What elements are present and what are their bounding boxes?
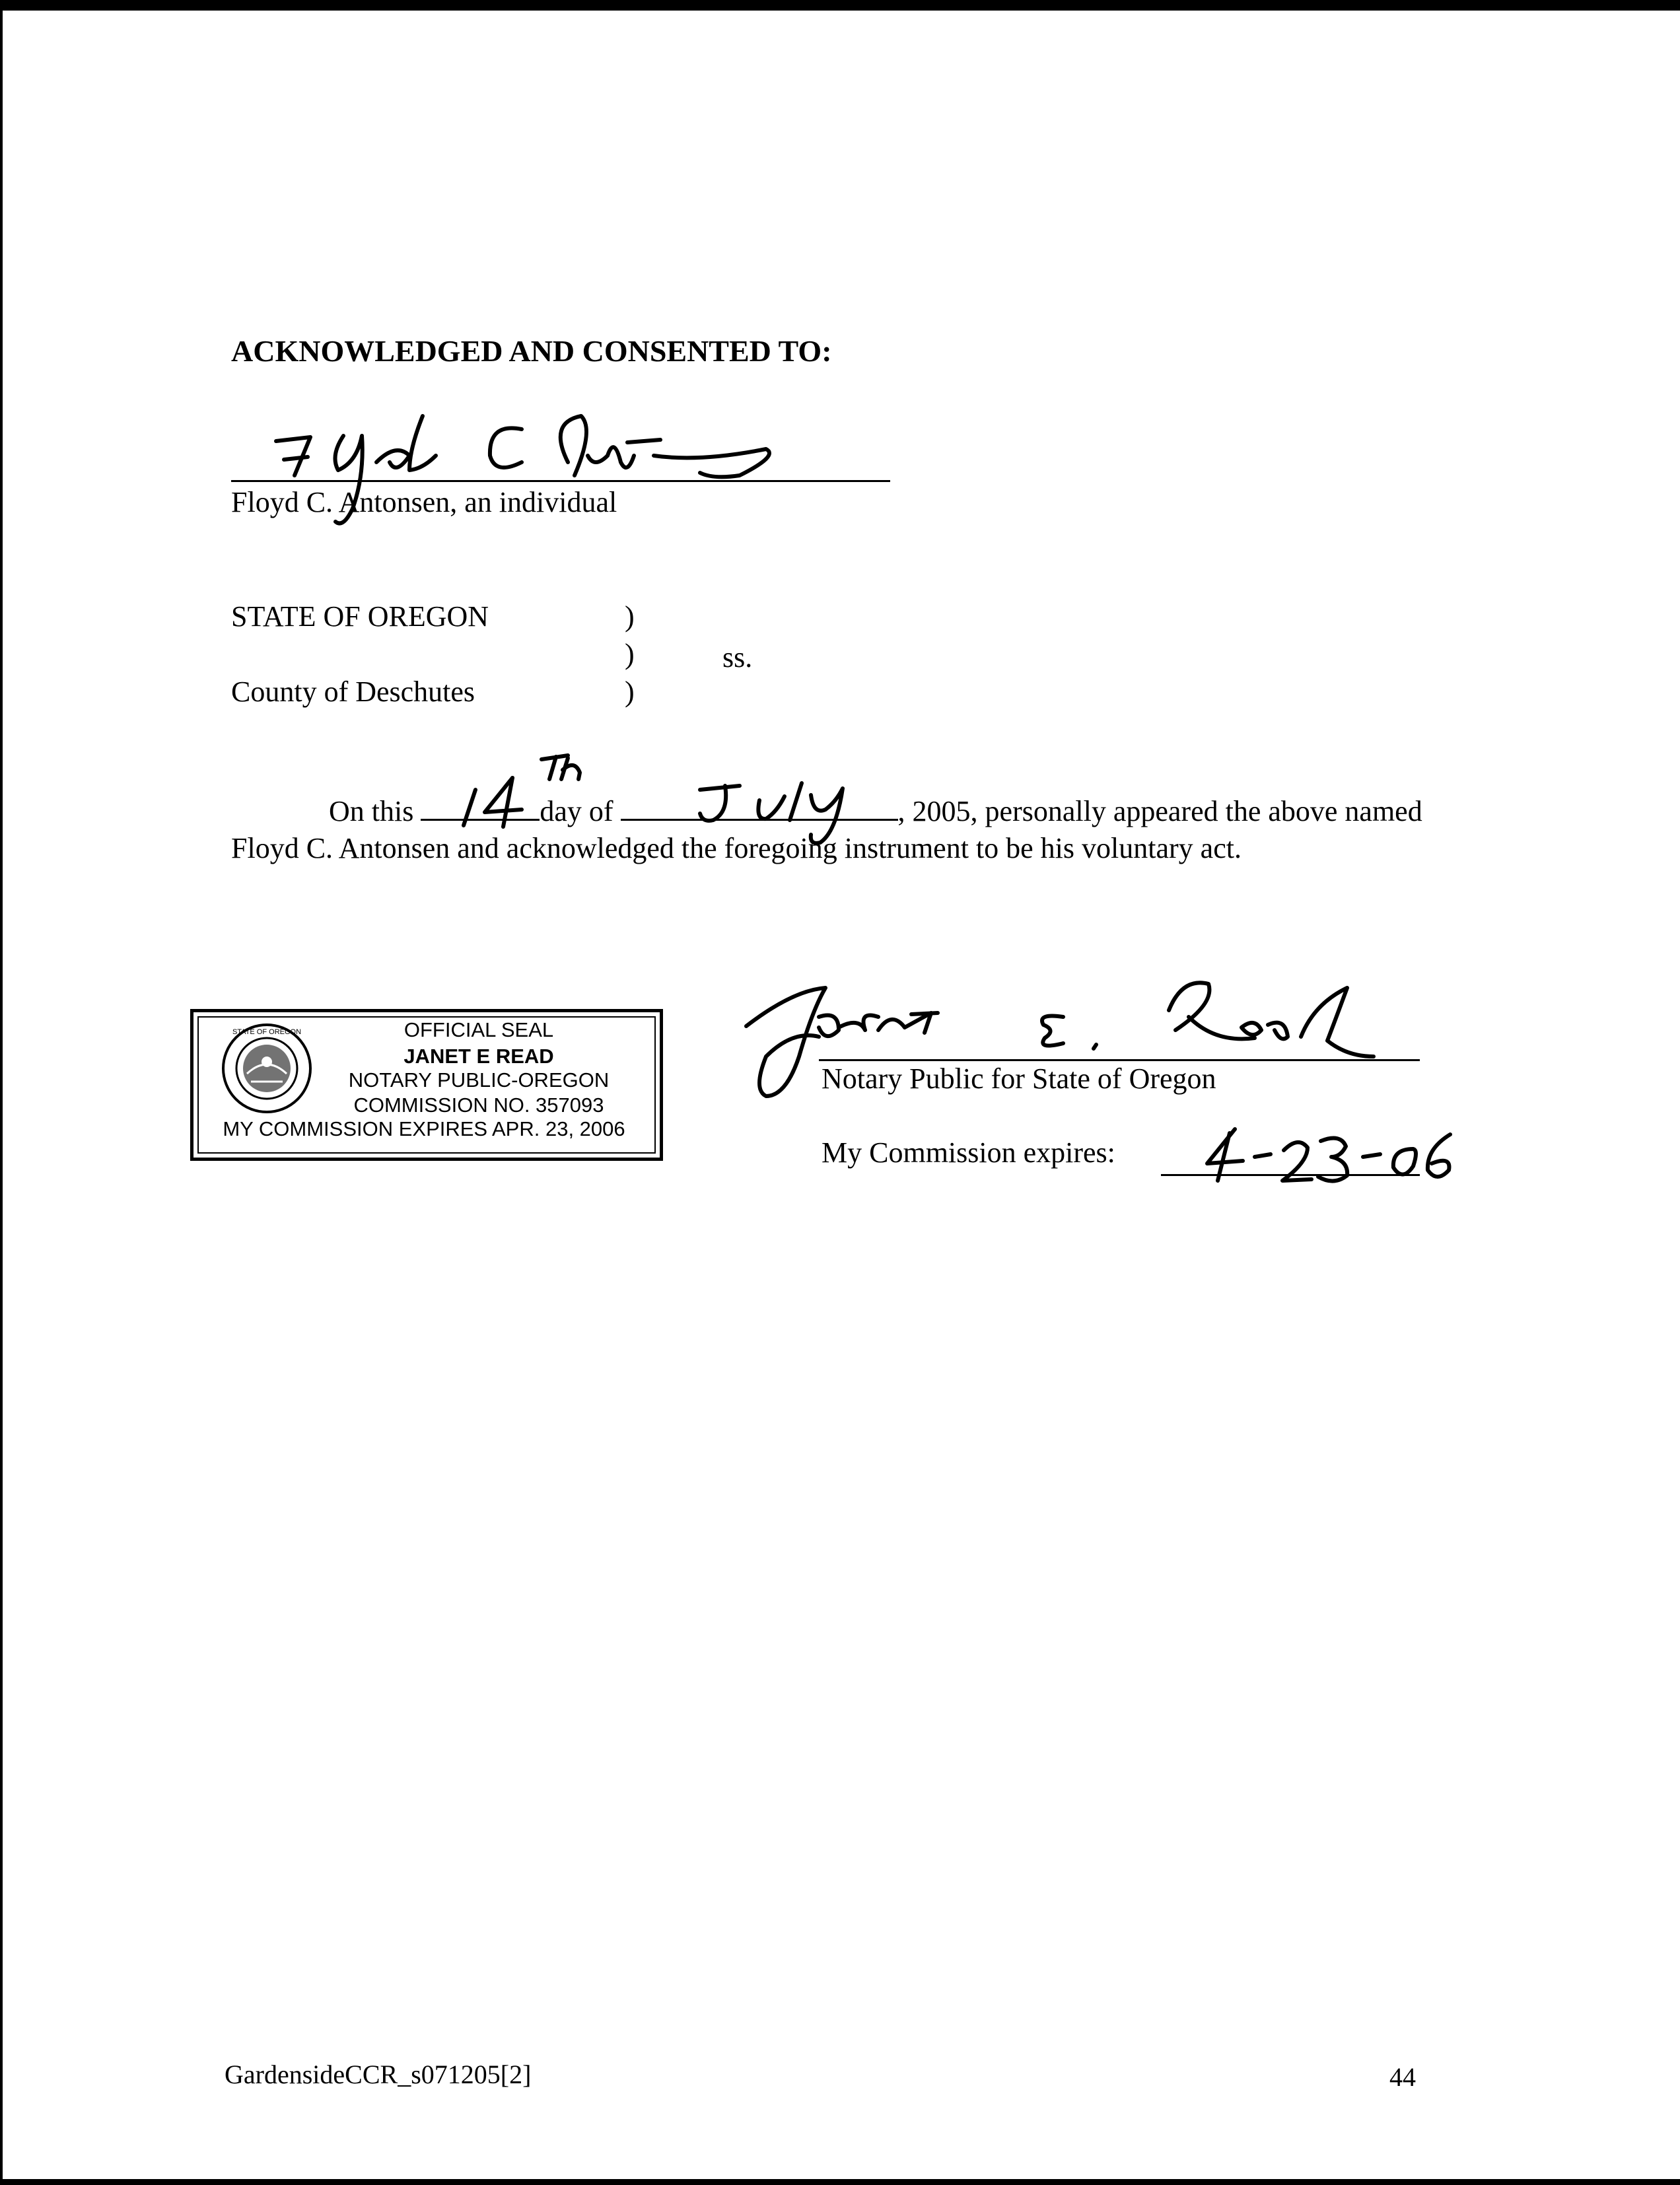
venue-paren: ) [625,676,635,708]
stamp-line-official-seal: OFFICIAL SEAL [403,1018,554,1041]
state-seal-icon [221,1022,313,1115]
signature-line-antonsen [231,480,890,482]
ack-day-of: day of [540,795,613,827]
commission-line [1161,1174,1420,1176]
page-number: 44 [1389,2062,1416,2092]
venue-ss: ss. [722,641,753,674]
signatory-caption: Floyd C. Antonsen, an individual [231,486,617,518]
venue-paren: ) [625,638,635,670]
scan-top-border [0,0,1680,11]
notary-caption: Notary Public for State of Oregon [822,1062,1216,1095]
ack-on-this: On this [329,795,414,827]
scan-bottom-border [0,2179,1680,2185]
acknowledgment-paragraph [231,790,1422,867]
stamp-line-expires: MY COMMISSION EXPIRES APR. 23, 2006 [223,1117,625,1140]
commission-label: My Commission expires: [822,1136,1115,1169]
footer-document-id: GardensideCCR_s071205[2] [225,2060,532,2089]
venue-state: STATE OF OREGON [231,600,489,633]
signature-line-notary [819,1059,1420,1061]
heading: ACKNOWLEDGED AND CONSENTED TO: [231,334,832,368]
handwritten-commission-date [1207,1129,1450,1181]
stamp-line-commission-no: COMMISSION NO. 357093 [353,1093,604,1117]
ack-rest-line1: , 2005, personally appeared the [897,795,1261,827]
seal-text: STATE OF OREGON [232,1028,302,1036]
ack-rest: above named Floyd C. Antonsen and acknowledged the foregoing instrument to be his voluntary act. [231,795,1422,864]
venue-county: County of Deschutes [231,676,475,708]
stamp-line-title: NOTARY PUBLIC-OREGON [348,1068,610,1092]
day-blank [421,790,540,821]
month-blank [621,790,898,821]
stamp-line-name: JANET E READ [403,1045,554,1068]
venue-paren: ) [625,600,635,633]
scan-left-border [0,0,3,2185]
